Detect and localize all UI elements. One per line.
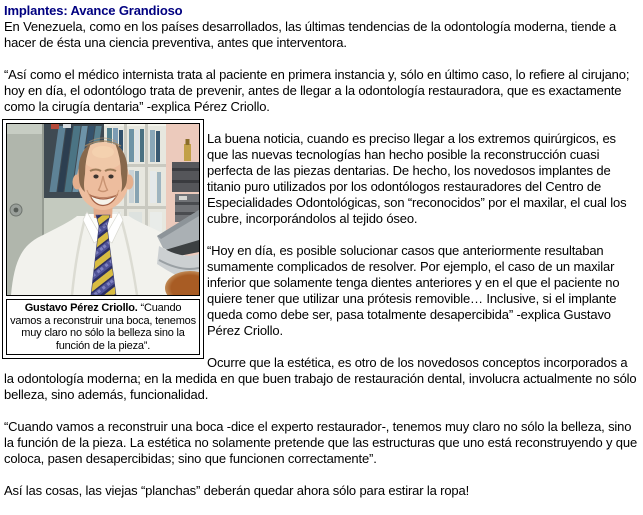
caption-name: Gustavo Pérez Criollo. bbox=[24, 302, 138, 314]
paragraph-buena-noticia: La buena noticia, cuando es preciso llegar a los extremos quirúrgicos, es que las nuevas tecnologías han hecho posible la reconstrucción cuasi perfecta de las piezas dentarias. De hecho, los novedosos implantes de titanio puro utilizados por los odontólogos restauradores del Centro de Especialidades Odontológicas, son “reconocidos” por el maxilar, el cual los cubre, incorporándolos al tejido óseo. bbox=[207, 131, 627, 226]
paragraph-hoy-en-dia: “Hoy en día, es posible solucionar casos que anteriormente resultaban sumamente complicados de resolver. Por ejemplo, el caso de un maxilar inferior que solamente tenga dientes anteriores y en el que el paciente no quiere tener que utilizar una prótesis removible… Inclusive, si el implante queda como debe ser, pasa totalmente desapercibida” -explica Gustavo Pérez Criollo. bbox=[207, 243, 620, 338]
photo-figure bbox=[2, 119, 204, 359]
portrait-photo-illustration bbox=[7, 124, 199, 295]
paragraph-planchas: Así las cosas, las viejas “planchas” deberán quedar ahora sólo para estirar la ropa! bbox=[4, 483, 470, 498]
caption-quote: “Cuando vamos a reconstruir una boca, tenemos muy claro no sólo la belleza sino la función de la pieza”. bbox=[10, 302, 196, 352]
portrait-photo bbox=[6, 123, 200, 296]
paragraph-estetica: Ocurre que la estética, es otro de los novedosos conceptos incorporados a la odontología moderna; en la medida en que buen trabajo de restauración dental, involucra actualmente no sólo belleza, sino además, funcionalidad. bbox=[4, 355, 637, 402]
paragraph-intro: En Venezuela, como en los países desarrollados, las últimas tendencias de la odontología moderna, tiende a hacer de ésta una ciencia preventiva, antes que interventora. bbox=[4, 19, 617, 50]
photo-caption bbox=[6, 299, 200, 355]
page-title: Implantes: Avance Grandioso bbox=[4, 3, 183, 18]
paragraph-reconstruir-boca: “Cuando vamos a reconstruir una boca -dice el experto restaurador-, tenemos muy claro no sólo la belleza, sino la función de la pieza. La estética no solamente pretende que las estructuras que uno está reconstruyendo y que coloca, pasen desapercibidas; sino que funcionen correctamente”. bbox=[4, 419, 638, 466]
paragraph-quote-internista: “Así como el médico internista trata al paciente en primera instancia y, sólo en último caso, lo refiere al cirujano; hoy en día, el odontólogo trata de prevenir, antes de llegar a la odontología restauradora, que es exactamente como la cirugía dentaria” -explica Pérez Criollo. bbox=[4, 67, 630, 114]
